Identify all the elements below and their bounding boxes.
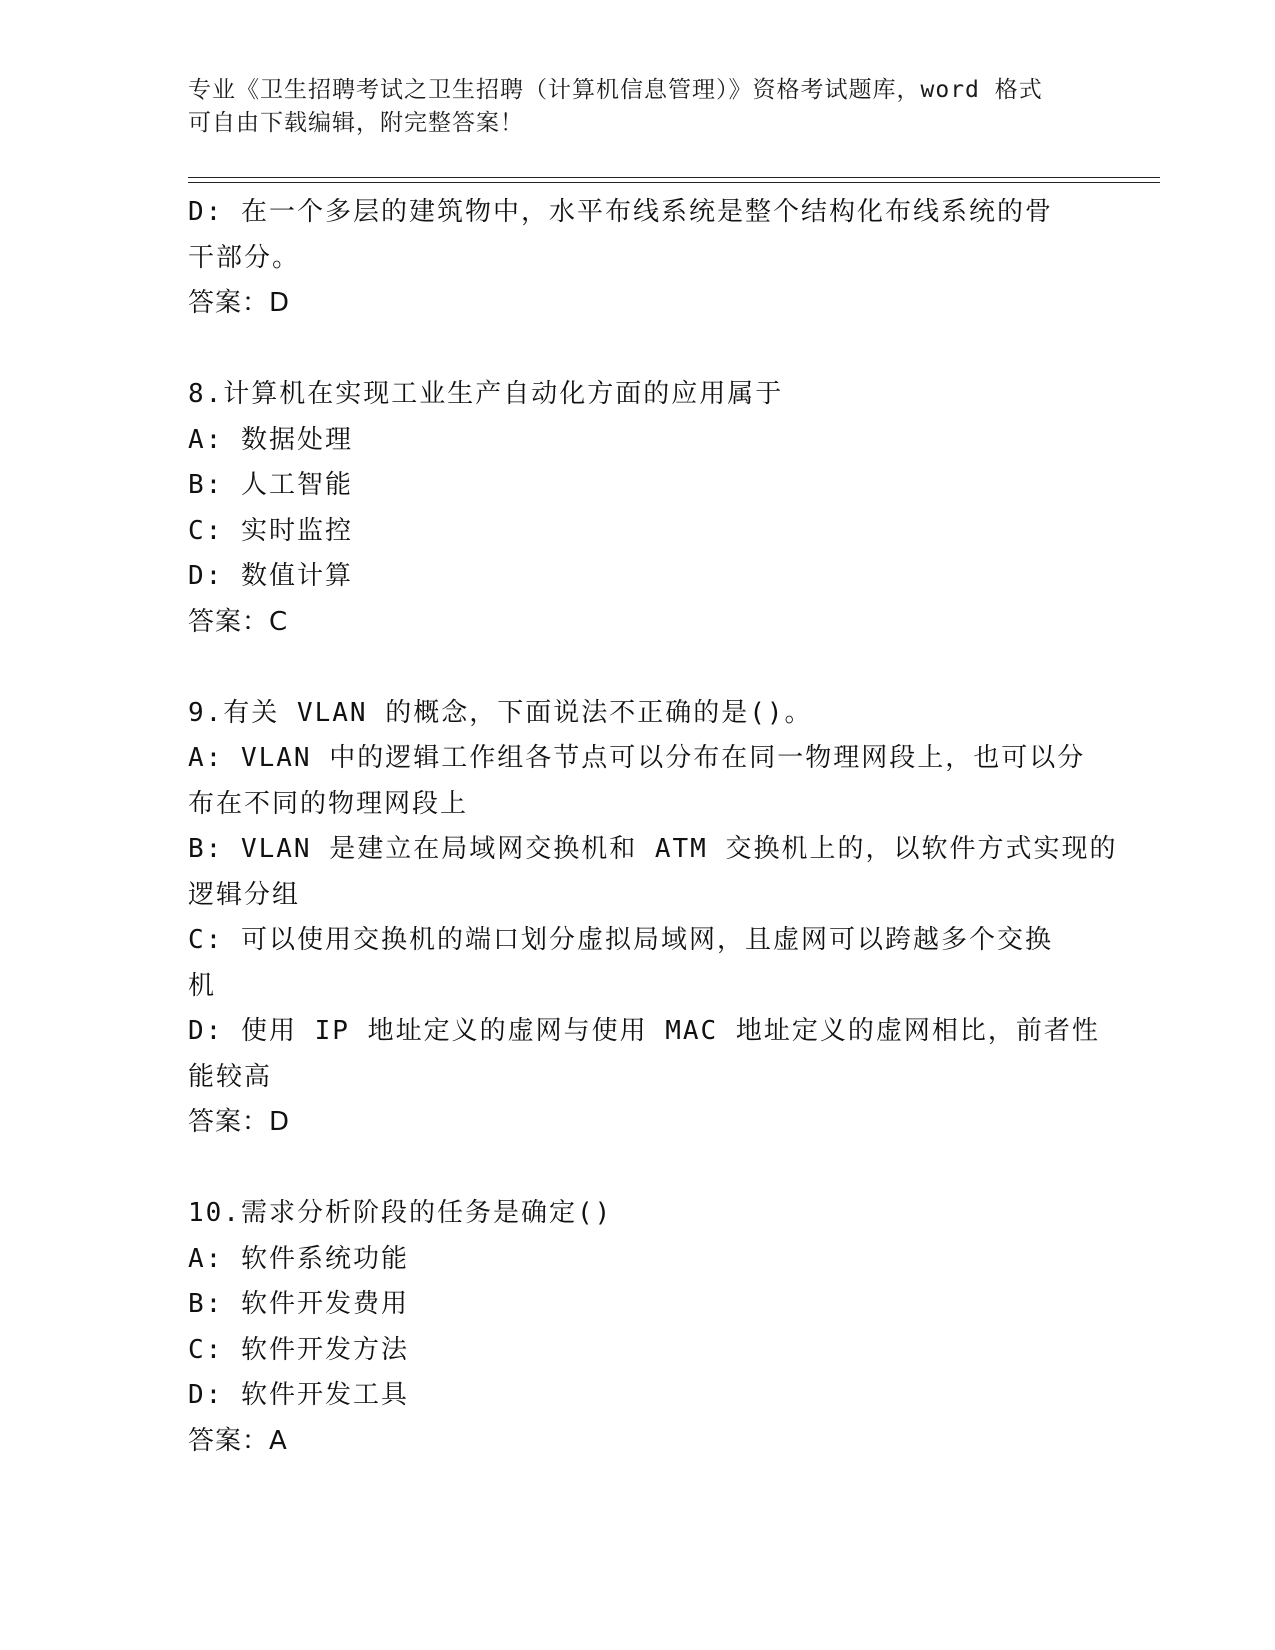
option-c: C: 实时监控 — [188, 515, 353, 546]
option-b-line-1: B: VLAN 是建立在局域网交换机和 ATM 交换机上的，以软件方式实现的 — [188, 834, 1118, 864]
option-a: A: 数据处理 — [188, 424, 353, 455]
option-d-line-1: D: 在一个多层的建筑物中，水平布线系统是整个结构化布线系统的骨 — [188, 197, 1053, 227]
option-d: D: 软件开发工具 — [188, 1380, 409, 1410]
previous-question-tail — [188, 190, 1088, 327]
question-stem: 8.计算机在实现工业生产自动化方面的应用属于 — [188, 379, 784, 409]
option-a-line-2: 布在不同的物理网段上 — [188, 788, 469, 819]
option-b-line-2: 逻辑分组 — [188, 879, 301, 910]
option-a: A: 软件系统功能 — [188, 1243, 409, 1274]
option-a-line-1: A: VLAN 中的逻辑工作组各节点可以分布在同一物理网段上，也可以分 — [188, 743, 1086, 773]
answer-line: 答案：D — [188, 1107, 291, 1137]
question-stem: 9.有关 VLAN 的概念，下面说法不正确的是()。 — [188, 697, 813, 728]
header-title-line-2: 可自由下载编辑，附完整答案！ — [188, 110, 524, 136]
header-title-line-1: 专业《卫生招聘考试之卫生招聘（计算机信息管理）》资格考试题库，word 格式 — [188, 77, 1043, 103]
option-c-line-1: C: 可以使用交换机的端口划分虚拟局域网，且虚网可以跨越多个交换 — [188, 925, 1053, 955]
question-stem: 10.需求分析阶段的任务是确定() — [188, 1198, 613, 1228]
option-d-line-1: D: 使用 IP 地址定义的虚网与使用 MAC 地址定义的虚网相比，前者性 — [188, 1016, 1100, 1046]
question-9 — [188, 691, 1118, 1146]
answer-line: 答案：C — [188, 606, 289, 637]
spacer — [188, 327, 1088, 373]
option-c: C: 软件开发方法 — [188, 1334, 409, 1365]
option-c-line-2: 机 — [188, 970, 217, 1001]
answer-line: 答案：D — [188, 288, 291, 318]
header-divider-bottom — [188, 182, 1160, 183]
spacer — [188, 1146, 1088, 1192]
header-divider-top — [188, 177, 1160, 178]
spacer — [188, 645, 1088, 691]
option-d-line-2: 干部分。 — [188, 242, 301, 273]
question-10 — [188, 1191, 1088, 1464]
option-b: B: 人工智能 — [188, 470, 353, 500]
option-d-line-2: 能较高 — [188, 1061, 273, 1092]
question-8 — [188, 372, 1088, 645]
answer-line: 答案：A — [188, 1425, 288, 1456]
page-header — [188, 74, 1068, 140]
question-content — [188, 190, 1118, 1464]
option-b: B: 软件开发费用 — [188, 1289, 409, 1319]
option-d: D: 数值计算 — [188, 561, 353, 591]
